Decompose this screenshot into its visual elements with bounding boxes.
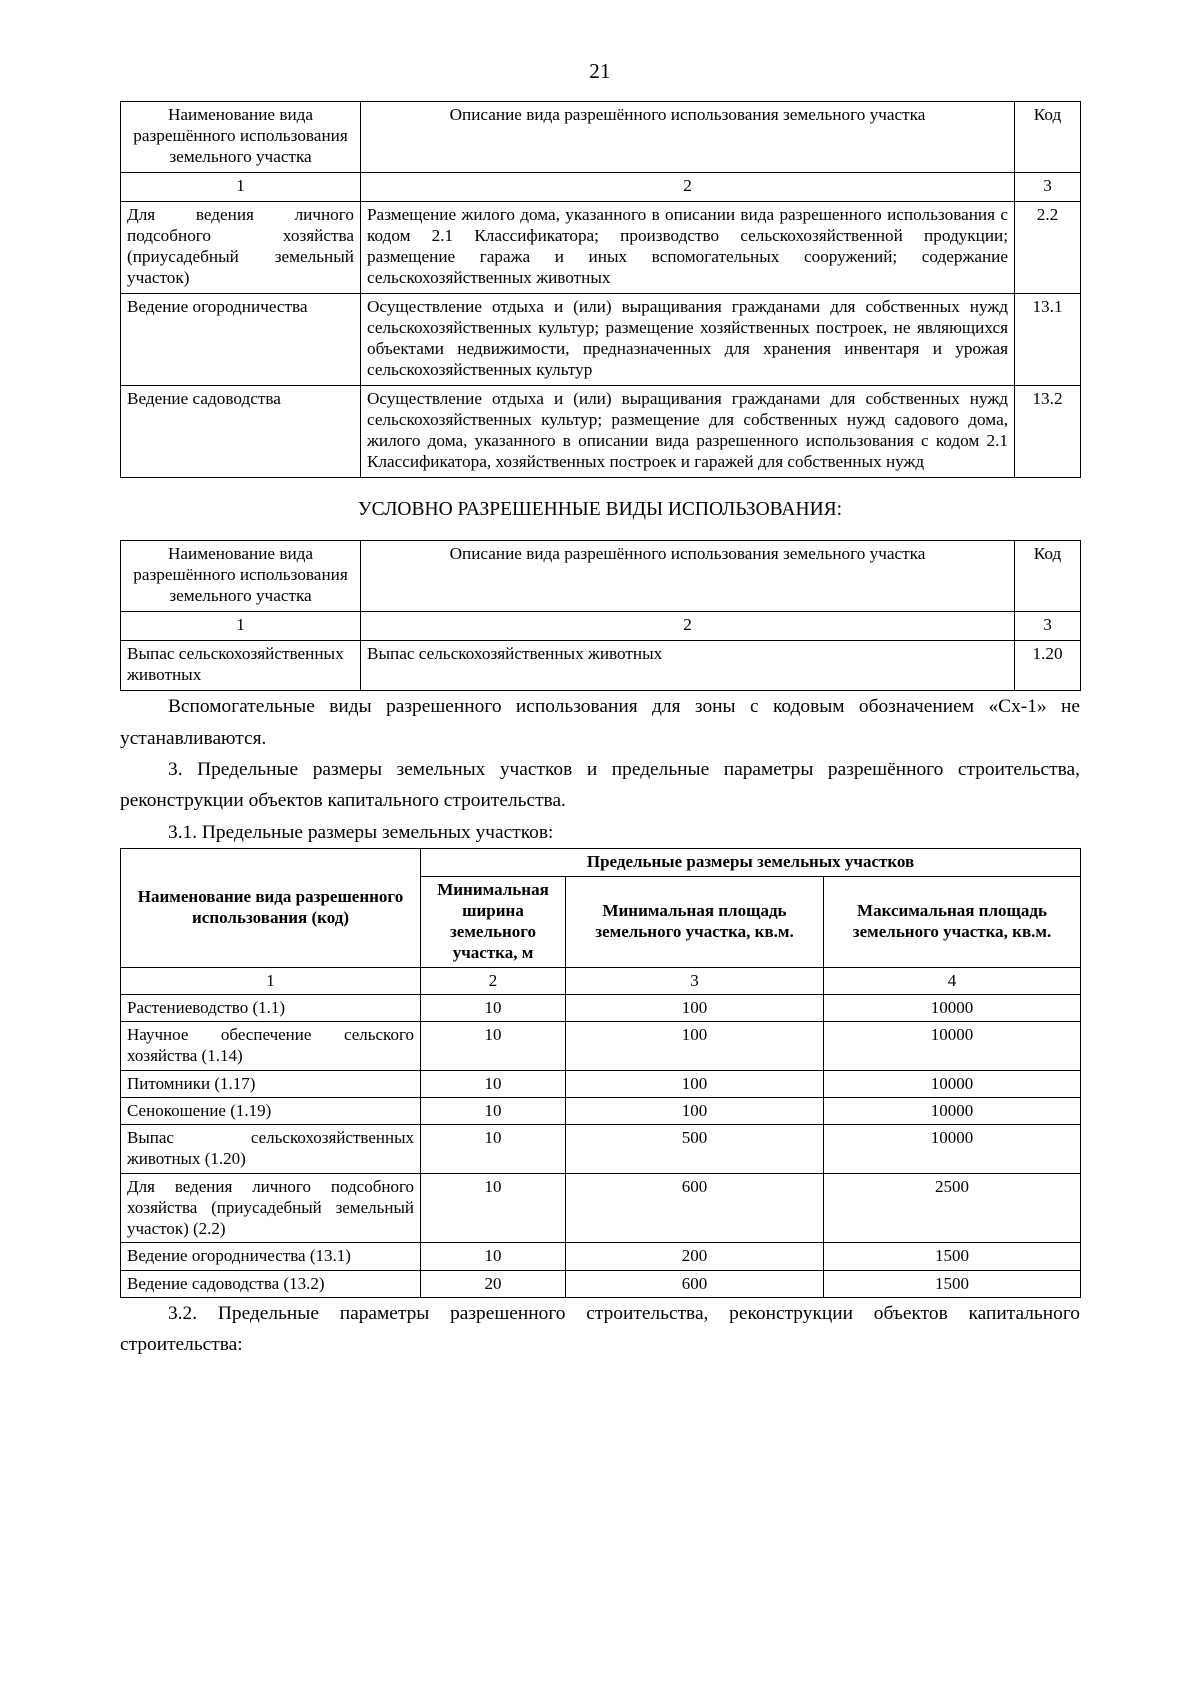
min-area: 100 bbox=[566, 994, 824, 1021]
max-area: 10000 bbox=[824, 1097, 1081, 1124]
permitted-uses-table bbox=[120, 101, 1081, 478]
column-number-row bbox=[121, 967, 1081, 994]
column-number-2: 2 bbox=[421, 967, 566, 994]
header-cell-description: Описание вида разрешённого использования земельного участка bbox=[361, 102, 1015, 173]
column-number-1: 1 bbox=[121, 612, 361, 641]
use-description: Выпас сельскохозяйственных животных bbox=[361, 641, 1015, 691]
min-width: 10 bbox=[421, 994, 566, 1021]
column-number-1: 1 bbox=[121, 173, 361, 202]
header-cell-max-area: Максимальная площадь земельного участка, кв.м. bbox=[824, 876, 1081, 967]
table-header-row bbox=[121, 102, 1081, 173]
paragraph-item-3-2: 3.2. Предельные параметры разрешенного строительства, реконструкции объектов капитального строительства: bbox=[120, 1302, 1080, 1356]
table-row bbox=[121, 202, 1081, 294]
paragraph-item-3: 3. Предельные размеры земельных участков и предельные параметры разрешённого строительства, реконструкции объектов капитального строительства. bbox=[120, 759, 1080, 812]
min-width: 10 bbox=[421, 1022, 566, 1071]
max-area: 2500 bbox=[824, 1173, 1081, 1243]
max-area: 10000 bbox=[824, 994, 1081, 1021]
table-row bbox=[121, 994, 1081, 1021]
header-cell-use-name: Наименование вида разрешенного использования (код) bbox=[121, 849, 421, 967]
use-code: 1.20 bbox=[1015, 641, 1081, 691]
min-area: 100 bbox=[566, 1022, 824, 1071]
min-area: 500 bbox=[566, 1125, 824, 1174]
table-row bbox=[121, 1125, 1081, 1174]
min-width: 10 bbox=[421, 1125, 566, 1174]
table-group-header-row bbox=[121, 849, 1081, 876]
column-number-row bbox=[121, 612, 1081, 641]
min-area: 100 bbox=[566, 1070, 824, 1097]
use-code: 13.1 bbox=[1015, 293, 1081, 385]
use-code: 13.2 bbox=[1015, 385, 1081, 477]
use-name: Сенокошение (1.19) bbox=[121, 1097, 421, 1124]
header-cell-code: Код bbox=[1015, 102, 1081, 173]
min-width: 10 bbox=[421, 1097, 566, 1124]
use-name: Для ведения личного подсобного хозяйства (приусадебный земельный участок) bbox=[121, 202, 361, 294]
max-area: 1500 bbox=[824, 1243, 1081, 1270]
use-description: Осуществление отдыха и (или) выращивания гражданами для собственных нужд сельскохозяйственных культур; размещение хозяйственных построек, не являющихся объектами недвижимости, предназначенных для хранения инвентаря и урожая сельскохозяйственных культур bbox=[361, 293, 1015, 385]
max-area: 10000 bbox=[824, 1125, 1081, 1174]
table-row bbox=[121, 1022, 1081, 1071]
use-name: Ведение огородничества bbox=[121, 293, 361, 385]
max-area: 10000 bbox=[824, 1070, 1081, 1097]
column-number-row bbox=[121, 173, 1081, 202]
min-width: 10 bbox=[421, 1243, 566, 1270]
table-row bbox=[121, 293, 1081, 385]
column-number-3: 3 bbox=[1015, 612, 1081, 641]
paragraph-item-3-1: 3.1. Предельные размеры земельных участков: bbox=[168, 821, 554, 843]
header-cell-limit-sizes-group: Предельные размеры земельных участков bbox=[421, 849, 1081, 876]
column-number-2: 2 bbox=[361, 612, 1015, 641]
use-name: Выпас сельскохозяйственных животных (1.20) bbox=[121, 1125, 421, 1174]
use-description: Осуществление отдыха и (или) выращивания гражданами для собственных нужд сельскохозяйственных культур; размещение для собственных нужд садового дома, жилого дома, указанного в описании вида разрешенного использования с кодом 2.1 Классификатора, хозяйственных построек и гаражей для собственных нужд bbox=[361, 385, 1015, 477]
paragraph-auxiliary: Вспомогательные виды разрешенного использования для зоны с кодовым обозначением «Сх-1» не устанавливаются. bbox=[120, 696, 1080, 749]
min-area: 600 bbox=[566, 1173, 824, 1243]
min-width: 20 bbox=[421, 1270, 566, 1297]
column-number-3: 3 bbox=[566, 967, 824, 994]
use-name: Выпас сельскохозяйственных животных bbox=[121, 641, 361, 691]
table-row bbox=[121, 1173, 1081, 1243]
table-row bbox=[121, 1097, 1081, 1124]
table-row bbox=[121, 1070, 1081, 1097]
table-row bbox=[121, 1270, 1081, 1297]
table-row bbox=[121, 641, 1081, 691]
min-width: 10 bbox=[421, 1173, 566, 1243]
use-name: Растениеводство (1.1) bbox=[121, 994, 421, 1021]
page-number: 21 bbox=[589, 59, 611, 83]
use-description: Размещение жилого дома, указанного в описании вида разрешенного использования с кодом 2.1 Классификатора; производство сельскохозяйственной продукции; размещение гаража и иных вспомогательных сооружений; содержание сельскохозяйственных животных bbox=[361, 202, 1015, 294]
min-area: 200 bbox=[566, 1243, 824, 1270]
table-row bbox=[121, 385, 1081, 477]
conditional-uses-heading: УСЛОВНО РАЗРЕШЕННЫЕ ВИДЫ ИСПОЛЬЗОВАНИЯ: bbox=[357, 498, 843, 520]
table-row bbox=[121, 1243, 1081, 1270]
header-cell-min-width: Минимальная ширина земельного участка, м bbox=[421, 876, 566, 967]
min-area: 600 bbox=[566, 1270, 824, 1297]
max-area: 1500 bbox=[824, 1270, 1081, 1297]
use-code: 2.2 bbox=[1015, 202, 1081, 294]
use-name: Ведение огородничества (13.1) bbox=[121, 1243, 421, 1270]
header-cell-name: Наименование вида разрешённого использования земельного участка bbox=[121, 541, 361, 612]
use-name: Ведение садоводства bbox=[121, 385, 361, 477]
header-cell-min-area: Минимальная площадь земельного участка, кв.м. bbox=[566, 876, 824, 967]
column-number-1: 1 bbox=[121, 967, 421, 994]
use-name: Для ведения личного подсобного хозяйства (приусадебный земельный участок) (2.2) bbox=[121, 1173, 421, 1243]
column-number-2: 2 bbox=[361, 173, 1015, 202]
header-cell-name: Наименование вида разрешённого использования земельного участка bbox=[121, 102, 361, 173]
min-width: 10 bbox=[421, 1070, 566, 1097]
min-area: 100 bbox=[566, 1097, 824, 1124]
use-name: Питомники (1.17) bbox=[121, 1070, 421, 1097]
column-number-3: 3 bbox=[1015, 173, 1081, 202]
max-area: 10000 bbox=[824, 1022, 1081, 1071]
use-name: Ведение садоводства (13.2) bbox=[121, 1270, 421, 1297]
header-cell-description: Описание вида разрешённого использования земельного участка bbox=[361, 541, 1015, 612]
header-cell-code: Код bbox=[1015, 541, 1081, 612]
page-content bbox=[120, 83, 1080, 1361]
table-header-row bbox=[121, 541, 1081, 612]
column-number-4: 4 bbox=[824, 967, 1081, 994]
limit-sizes-table bbox=[120, 848, 1081, 1298]
use-name: Научное обеспечение сельского хозяйства (1.14) bbox=[121, 1022, 421, 1071]
conditional-uses-table bbox=[120, 540, 1081, 691]
